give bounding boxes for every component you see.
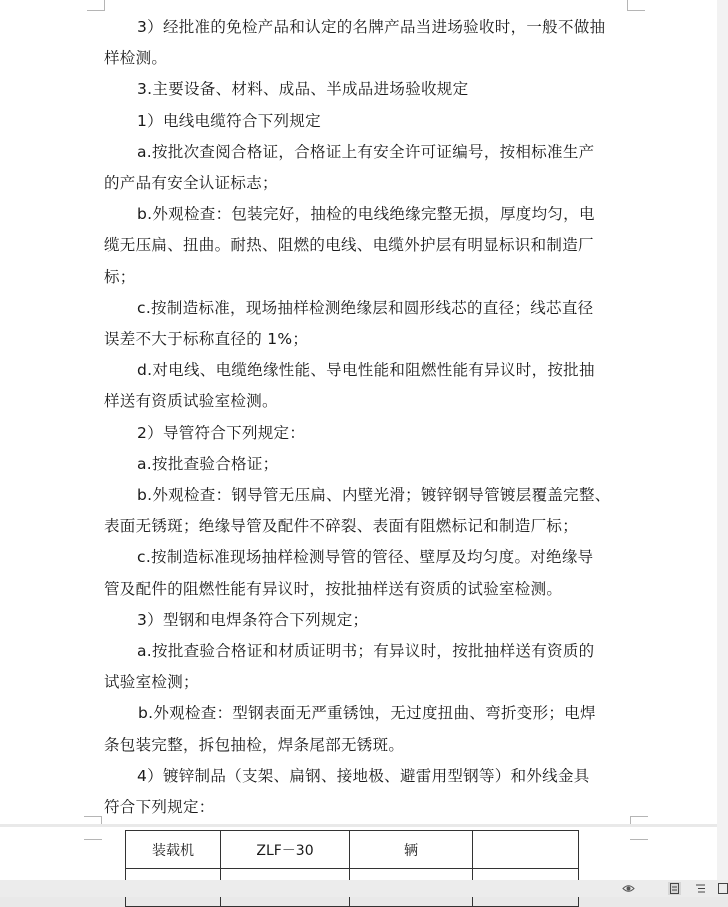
table-cell: 装载机 [126, 831, 221, 869]
paragraph: a.按批查验合格证和材质证明书；有异议时，按批抽样送有资质的 [137, 642, 595, 661]
paragraph: b.外观检查：型钢表面无严重锈蚀，无过度扭曲、弯折变形；电焊 [138, 704, 596, 723]
page-view-icon[interactable] [668, 882, 681, 895]
crop-mark [104, 0, 106, 10]
crop-mark [627, 0, 629, 10]
table-row [126, 831, 579, 869]
paragraph: 符合下列规定： [104, 798, 215, 817]
paragraph: 缆无压扁、扭曲。耐热、阻燃的电线、电缆外护层有明显标识和制造厂 [104, 236, 594, 255]
table-cell: ZLF－30 [221, 831, 350, 869]
paragraph: 表面无锈斑；绝缘导管及配件不碎裂、表面有阻燃标记和制造厂标； [104, 517, 579, 536]
vertical-scrollbar[interactable] [717, 0, 728, 880]
paragraph: 样检测。 [104, 49, 168, 68]
paragraph: d.对电线、电缆绝缘性能、导电性能和阻燃性能有异议时，按批抽 [137, 361, 595, 380]
crop-mark [630, 829, 648, 840]
paragraph: 误差不大于标称直径的 1%； [104, 330, 309, 349]
subsection-heading: 3）型钢和电焊条符合下列规定； [137, 610, 369, 629]
eye-icon[interactable] [622, 882, 635, 895]
paragraph: a.按批次查阅合格证，合格证上有安全许可证编号，按相标准生产 [137, 142, 595, 161]
paragraph: c.按制造标准，现场抽样检测绝缘层和圆形线芯的直径；线芯直径 [137, 298, 594, 317]
paragraph: a.按批查验合格证； [137, 454, 279, 473]
paragraph: 试验室检测； [104, 673, 199, 692]
paragraph: b.外观检查：钢导管无压扁、内壁光滑；镀锌钢导管镀层覆盖完整、 [137, 486, 611, 505]
subsection-heading: 2）导管符合下列规定： [137, 423, 306, 442]
document-body[interactable] [104, 12, 628, 823]
paragraph: 的产品有安全认证标志； [104, 174, 278, 193]
paragraph: b.外观检查：包装完好，抽检的电线绝缘完整无损，厚度均匀，电 [137, 205, 595, 224]
outline-view-icon[interactable] [694, 882, 707, 895]
paragraph: 管及配件的阻燃性能有异议时，按批抽样送有资质的试验室检测。 [104, 579, 563, 598]
web-view-icon[interactable] [716, 882, 728, 895]
subsection-heading: 1）电线电缆符合下列规定 [137, 111, 321, 130]
table-cell [473, 831, 579, 869]
crop-mark [84, 829, 102, 840]
paragraph: 条包装完整，拆包抽检，焊条尾部无锈斑。 [104, 735, 405, 754]
status-bar [0, 880, 728, 897]
paragraph: 样送有资质试验室检测。 [104, 392, 278, 411]
section-heading: 3.主要设备、材料、成品、半成品进场验收规定 [137, 80, 469, 99]
paragraph: c.按制造标准现场抽样检测导管的管径、壁厚及均匀度。对绝缘导 [137, 548, 594, 567]
crop-mark [627, 0, 645, 11]
crop-mark [87, 0, 105, 11]
document-page-2 [0, 827, 717, 880]
paragraph: 标； [104, 267, 136, 286]
subsection-heading: 4）镀锌制品（支架、扁钢、接地极、避雷用型钢等）和外线金具 [137, 766, 590, 785]
paragraph: 3）经批准的免检产品和认定的名牌产品当进场验收时，一般不做抽 [137, 18, 606, 36]
table-cell: 辆 [350, 831, 473, 869]
